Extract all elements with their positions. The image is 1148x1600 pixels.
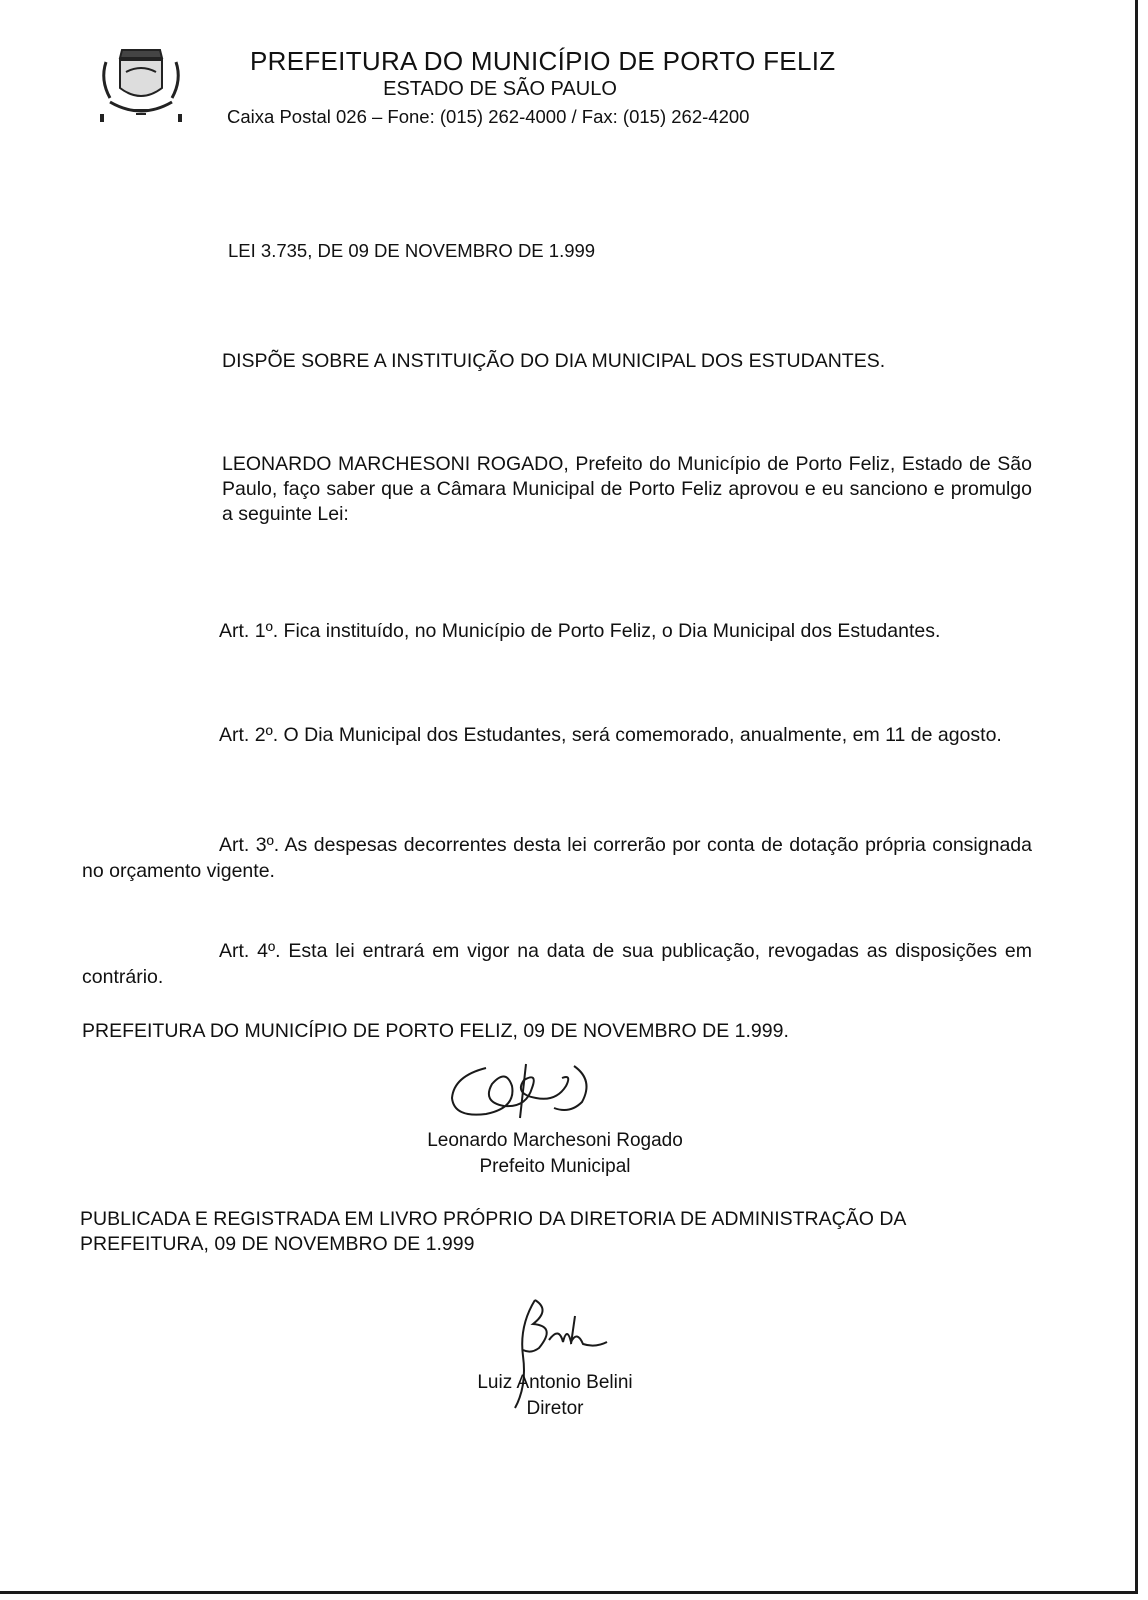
article-3: Art. 3º. As despesas decorrentes desta lei correrão por conta de dotação própria consignada no orçamento vigente. [82, 834, 1032, 882]
director-role: Diretor [526, 1398, 584, 1419]
mayor-signature-icon [446, 1058, 606, 1128]
mayor-role: Prefeito Municipal [479, 1156, 631, 1177]
director-name: Luiz Antonio Belini [477, 1372, 633, 1393]
law-preamble: LEONARDO MARCHESONI ROGADO, Prefeito do Município de Porto Feliz, Estado de São Paulo, faço saber que a Câmara Municipal de Porto Feliz aprovou e eu sanciono e promulgo a seguinte Lei: [222, 453, 1032, 525]
header-contact: Caixa Postal 026 – Fone: (015) 262-4000 / Fax: (015) 262-4200 [227, 106, 750, 127]
header-title: PREFEITURA DO MUNICÍPIO DE PORTO FELIZ [250, 46, 836, 76]
mayor-name: Leonardo Marchesoni Rogado [427, 1130, 683, 1151]
article-4: Art. 4º. Esta lei entrará em vigor na data de sua publicação, revogadas as disposições em contrário. [82, 940, 1032, 988]
law-subject: DISPÕE SOBRE A INSTITUIÇÃO DO DIA MUNICIPAL DOS ESTUDANTES. [222, 350, 886, 372]
article-2: Art. 2º. O Dia Municipal dos Estudantes, será comemorado, anualmente, em 11 de agosto. [219, 724, 1002, 746]
mayor-signature-block [400, 1128, 710, 1180]
law-title: LEI 3.735, DE 09 DE NOVEMBRO DE 1.999 [228, 240, 596, 261]
article-1: Art. 1º. Fica instituído, no Município de Porto Feliz, o Dia Municipal dos Estudantes. [219, 620, 941, 642]
director-signature-block [460, 1370, 650, 1422]
closing-line: PREFEITURA DO MUNICÍPIO DE PORTO FELIZ, 09 DE NOVEMBRO DE 1.999. [82, 1020, 789, 1042]
header-state: ESTADO DE SÃO PAULO [383, 78, 617, 100]
coat-of-arms-icon [92, 40, 190, 126]
publication-note: PUBLICADA E REGISTRADA EM LIVRO PRÓPRIO DA DIRETORIA DE ADMINISTRAÇÃO DA PREFEITURA, 09 DE NOVEMBRO DE 1.999 [80, 1208, 906, 1255]
